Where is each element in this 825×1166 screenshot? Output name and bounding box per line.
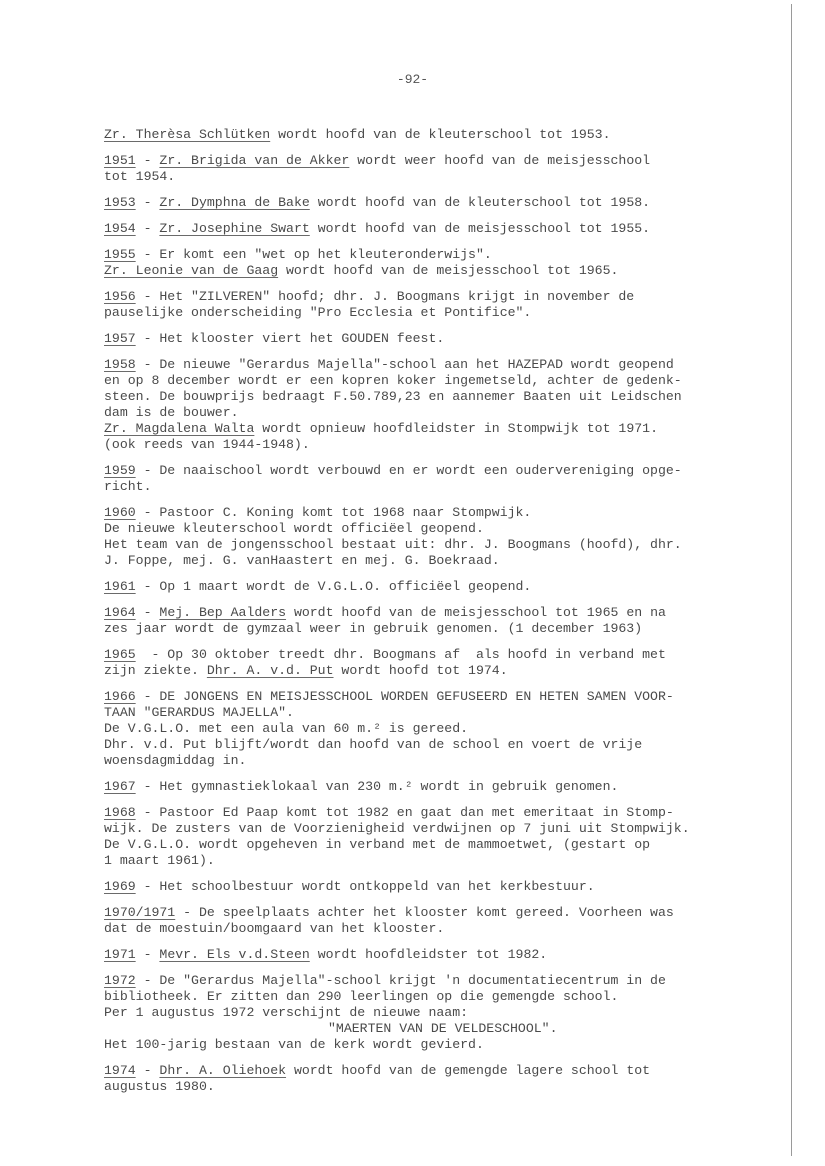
text-line (104, 721, 710, 737)
text-line (104, 305, 710, 321)
text-line (104, 331, 710, 347)
timeline-entry (104, 689, 710, 769)
text-line (104, 605, 710, 621)
page-edge-line (791, 4, 792, 1156)
timeline-entry (104, 463, 710, 495)
text-line (104, 263, 710, 279)
text-segment: steen. De bouwprijs bedraagt F.50.789,23 en aannemer Baaten uit Leidschen (104, 389, 682, 404)
underlined-text: 1974 (104, 1063, 136, 1078)
text-segment: Per 1 augustus 1972 verschijnt de nieuwe naam: (104, 1005, 469, 1020)
underlined-text: 1957 (104, 331, 136, 346)
text-line (104, 1063, 710, 1079)
text-line (104, 1079, 710, 1095)
underlined-text: Zr. Leonie van de Gaag (104, 263, 279, 278)
underlined-text: Zr. Dymphna de Bake (159, 195, 310, 210)
underlined-text: Dhr. A. v.d. Put (206, 663, 334, 678)
text-line (104, 195, 710, 211)
text-line (104, 947, 710, 963)
text-line (104, 169, 710, 185)
timeline-entry (104, 289, 710, 321)
text-segment: J. Foppe, mej. G. vanHaastert en mej. G. Boekraad. (104, 553, 500, 568)
timeline-entry (104, 905, 710, 937)
timeline-entry (104, 195, 710, 211)
timeline-entry (104, 331, 710, 347)
text-segment: TAAN "GERARDUS MAJELLA". (104, 705, 294, 720)
page-number: -92- (396, 72, 429, 87)
text-segment: wordt hoofd tot 1974. (333, 663, 508, 678)
text-line (104, 737, 710, 753)
text-segment: De V.G.L.O. wordt opgeheven in verband met de mammoetwet, (gestart op (104, 837, 651, 852)
text-line (104, 373, 710, 389)
text-segment: wijk. De zusters van de Voorzienigheid verdwijnen op 7 juni uit Stompwijk. (104, 821, 690, 836)
underlined-text: 1954 (104, 221, 136, 236)
text-segment: wordt hoofdleidster tot 1982. (309, 947, 548, 962)
underlined-text: Zr. Brigida van de Akker (159, 153, 350, 168)
text-line (104, 921, 710, 937)
text-segment: - Het klooster viert het GOUDEN feest. (135, 331, 445, 346)
text-line (104, 579, 710, 595)
text-line (104, 153, 710, 169)
text-line (104, 521, 710, 537)
text-segment: wordt hoofd van de meisjesschool tot 1965. (278, 263, 619, 278)
text-segment: - (135, 947, 160, 962)
text-line (104, 821, 710, 837)
text-line (104, 1021, 710, 1037)
text-line (104, 905, 710, 921)
timeline-entry (104, 221, 710, 237)
underlined-text: 1971 (104, 947, 136, 962)
text-segment: en op 8 december wordt er een kopren koker ingemetseld, achter de gedenk- (104, 373, 682, 388)
underlined-text: 1955 (104, 247, 136, 262)
text-segment: - Op 30 oktober treedt dhr. Boogmans af als hoofd in verband met (135, 647, 666, 662)
timeline-entry (104, 879, 710, 895)
text-segment: tot 1954. (104, 169, 176, 184)
text-segment: - Er komt een "wet op het kleuteronderwijs". (135, 247, 492, 262)
text-segment: - De "Gerardus Majella"-school krijgt 'n documentatiecentrum in de (135, 973, 666, 988)
text-segment: pauselijke onderscheiding "Pro Ecclesia et Pontifice". (104, 305, 532, 320)
text-segment: wordt hoofd van de gemengde lagere school tot (286, 1063, 651, 1078)
underlined-text: 1958 (104, 357, 136, 372)
underlined-text: Mevr. Els v.d.Steen (159, 947, 310, 962)
timeline-entry (104, 1063, 710, 1095)
text-line (104, 989, 710, 1005)
text-segment: - Op 1 maart wordt de V.G.L.O. officiëel geopend. (135, 579, 532, 594)
underlined-text: 1970/1971 (104, 905, 176, 920)
text-line (104, 837, 710, 853)
text-segment: (ook reeds van 1944-1948). (104, 437, 310, 452)
text-segment: Het 100-jarig bestaan van de kerk wordt gevierd. (104, 1037, 484, 1052)
text-line (104, 1037, 710, 1053)
text-segment: - Pastoor Ed Paap komt tot 1982 en gaat dan met emeritaat in Stomp- (135, 805, 674, 820)
text-segment: wordt hoofd van de meisjesschool tot 1955. (309, 221, 651, 236)
text-line (104, 221, 710, 237)
text-line (104, 357, 710, 373)
underlined-text: 1972 (104, 973, 136, 988)
underlined-text: 1969 (104, 879, 136, 894)
text-segment: - (135, 195, 160, 210)
text-segment: - DE JONGENS EN MEISJESSCHOOL WORDEN GEFUSEERD EN HETEN SAMEN VOOR- (135, 689, 674, 704)
timeline-entry (104, 947, 710, 963)
text-line (104, 505, 710, 521)
text-line (104, 689, 710, 705)
text-segment: "MAERTEN VAN DE VELDESCHOOL". (328, 1021, 558, 1036)
text-line (104, 779, 710, 795)
underlined-text: 1959 (104, 463, 136, 478)
text-segment: woensdagmiddag in. (104, 753, 247, 768)
timeline-entry (104, 127, 710, 143)
text-segment: - Het gymnastieklokaal van 230 m.² wordt in gebruik genomen. (135, 779, 619, 794)
underlined-text: 1960 (104, 505, 136, 520)
text-line (104, 553, 710, 569)
underlined-text: Zr. Therèsa Schlütken (104, 127, 271, 142)
document-body (104, 127, 710, 1105)
text-segment: - (135, 221, 160, 236)
underlined-text: 1956 (104, 289, 136, 304)
text-line (104, 479, 710, 495)
text-segment: richt. (104, 479, 152, 494)
text-line (104, 289, 710, 305)
text-segment: augustus 1980. (104, 1079, 215, 1094)
text-segment: - Het schoolbestuur wordt ontkoppeld van het kerkbestuur. (135, 879, 595, 894)
text-line (104, 421, 710, 437)
text-segment: Het team van de jongensschool bestaat uit: dhr. J. Boogmans (hoofd), dhr. (104, 537, 682, 552)
timeline-entry (104, 357, 710, 453)
timeline-entry (104, 247, 710, 279)
text-line (104, 621, 710, 637)
text-line (104, 879, 710, 895)
timeline-entry (104, 505, 710, 569)
underlined-text: Zr. Magdalena Walta (104, 421, 255, 436)
text-segment: dat de moestuin/boomgaard van het klooster. (104, 921, 445, 936)
text-line (104, 1005, 710, 1021)
text-segment: Dhr. v.d. Put blijft/wordt dan hoofd van de school en voert de vrije (104, 737, 643, 752)
text-segment: - (135, 605, 160, 620)
text-segment: wordt hoofd van de kleuterschool tot 1953. (270, 127, 611, 142)
timeline-entry (104, 805, 710, 869)
timeline-entry (104, 973, 710, 1053)
timeline-entry (104, 579, 710, 595)
text-segment: bibliotheek. Er zitten dan 290 leerlingen op die gemengde school. (104, 989, 619, 1004)
text-segment: - De naaischool wordt verbouwd en er wordt een oudervereniging opge- (135, 463, 682, 478)
text-segment: zes jaar wordt de gymzaal weer in gebruik genomen. (1 december 1963) (104, 621, 643, 636)
text-segment: - Pastoor C. Koning komt tot 1968 naar Stompwijk. (135, 505, 532, 520)
text-line (104, 853, 710, 869)
underlined-text: 1961 (104, 579, 136, 594)
text-segment: wordt opnieuw hoofdleidster in Stompwijk tot 1971. (254, 421, 658, 436)
text-line (104, 753, 710, 769)
text-line (104, 247, 710, 263)
underlined-text: 1967 (104, 779, 136, 794)
timeline-entry (104, 605, 710, 637)
text-segment: 1 maart 1961). (104, 853, 215, 868)
text-line (104, 705, 710, 721)
text-segment: - Het "ZILVEREN" hoofd; dhr. J. Boogmans krijgt in november de (135, 289, 635, 304)
text-line (104, 405, 710, 421)
underlined-text: 1953 (104, 195, 136, 210)
text-line (104, 537, 710, 553)
text-segment: - De nieuwe "Gerardus Majella"-school aan het HAZEPAD wordt geopend (135, 357, 674, 372)
text-line (104, 389, 710, 405)
text-segment: - (135, 153, 160, 168)
underlined-text: 1964 (104, 605, 136, 620)
text-line (104, 437, 710, 453)
underlined-text: Dhr. A. Oliehoek (159, 1063, 287, 1078)
text-segment: zijn ziekte. (104, 663, 207, 678)
underlined-text: Mej. Bep Aalders (159, 605, 287, 620)
text-segment: - (135, 1063, 160, 1078)
underlined-text: 1965 (104, 647, 136, 662)
timeline-entry (104, 153, 710, 185)
underlined-text: 1951 (104, 153, 136, 168)
underlined-text: 1966 (104, 689, 136, 704)
text-line (104, 805, 710, 821)
underlined-text: 1968 (104, 805, 136, 820)
timeline-entry (104, 647, 710, 679)
text-segment: De V.G.L.O. met een aula van 60 m.² is gereed. (104, 721, 469, 736)
text-line (104, 647, 710, 663)
underlined-text: Zr. Josephine Swart (159, 221, 310, 236)
text-segment: wordt hoofd van de kleuterschool tot 1958. (309, 195, 651, 210)
text-segment: De nieuwe kleuterschool wordt officiëel geopend. (104, 521, 484, 536)
text-line (104, 663, 710, 679)
text-line (104, 973, 710, 989)
text-line (104, 127, 710, 143)
text-line (104, 463, 710, 479)
timeline-entry (104, 779, 710, 795)
text-segment: wordt weer hoofd van de meisjesschool (349, 153, 651, 168)
text-segment: wordt hoofd van de meisjesschool tot 1965 en na (286, 605, 666, 620)
text-segment: - De speelplaats achter het klooster komt gereed. Voorheen was (175, 905, 674, 920)
text-segment: dam is de bouwer. (104, 405, 239, 420)
